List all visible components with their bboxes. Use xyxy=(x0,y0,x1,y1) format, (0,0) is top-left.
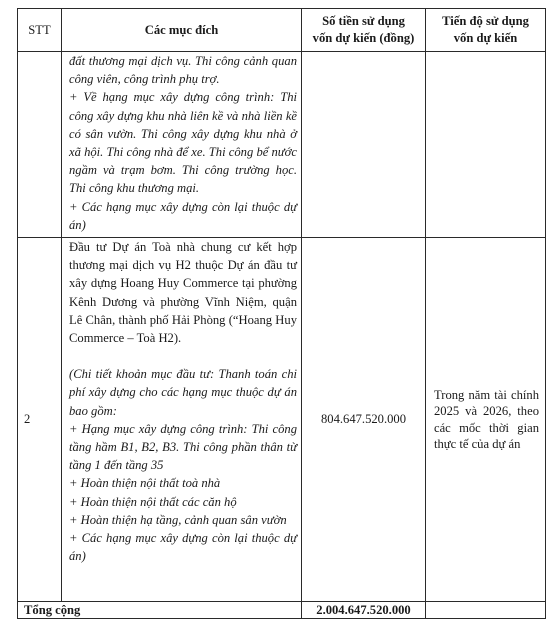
project-description: Đầu tư Dự án Toà nhà chung cư kết hợp thương mại dịch vụ H2 thuộc Dự án đầu tư xây dựng Hoang Huy Commerce tại phường Kênh Dương và phường Vĩnh Niệm, quận Lê Chân, thành phố Hải Phòng (“Hoang Huy Commerce – Toà H2). xyxy=(69,240,297,346)
stt-cell-empty xyxy=(18,52,62,238)
progress-text: Trong năm tài chính 2025 và 2026, theo các mốc thời gian thực tế của dự án xyxy=(434,387,539,451)
capital-use-table xyxy=(17,8,546,619)
detail-intro: (Chi tiết khoản mục đầu tư: Thanh toán chi phí xây dựng cho các hạng mục thuộc dự án bao gồm: xyxy=(69,367,297,418)
header-purpose: Các mục đích xyxy=(62,9,302,52)
header-progress xyxy=(426,9,546,52)
stt-cell: 2 xyxy=(18,238,62,602)
detail-item: + Hoàn thiện nội thất toà nhà xyxy=(69,476,221,491)
detail-item: + Hoàn thiện nội thất các căn hộ xyxy=(69,494,237,509)
total-progress-empty xyxy=(426,602,546,619)
total-label: Tổng cộng xyxy=(18,602,302,619)
purpose-line: đất thương mại dịch vụ. Thi công cảnh quan công viên, công trình phụ trợ. xyxy=(69,54,297,87)
amount-cell: 804.647.520.000 xyxy=(302,238,426,602)
header-amount-line1: Số tiền sử dụng xyxy=(322,14,405,28)
header-row xyxy=(18,9,546,52)
purpose-line: + Các hạng mục xây dựng còn lại thuộc dự án) xyxy=(69,199,297,232)
detail-item: + Hạng mục xây dựng công trình: Thi công tầng hầm B1, B2, B3. Thi công phần thân từ tầng 1 đến tầng 35 xyxy=(69,421,297,473)
spacer xyxy=(62,347,301,365)
table-row xyxy=(18,238,546,602)
purpose-cell xyxy=(62,238,302,602)
total-row xyxy=(18,602,546,619)
header-amount-line2: vốn dự kiến (đồng) xyxy=(312,31,415,45)
progress-cell xyxy=(426,238,546,602)
purpose-cell xyxy=(62,52,302,238)
header-progress-line1: Tiến độ sử dụng xyxy=(442,14,529,28)
total-amount: 2.004.647.520.000 xyxy=(302,602,426,619)
purpose-line: + Về hạng mục xây dựng công trình: Thi công xây dựng khu nhà liên kề và nhà liền kề có sân vườn. Thi công xây dựng khu nhà ở xã hội. Thi công nhà để xe. Thi công bể nước ngầm và trạm bơm. Thi công trường học. Thi công khu thương mại. xyxy=(69,90,297,196)
header-amount xyxy=(302,9,426,52)
header-progress-line2: vốn dự kiến xyxy=(453,31,518,45)
amount-cell-empty xyxy=(302,52,426,238)
table-row xyxy=(18,52,546,238)
detail-item: + Các hạng mục xây dựng còn lại thuộc dự án) xyxy=(69,531,297,564)
progress-cell-empty xyxy=(426,52,546,238)
header-stt: STT xyxy=(18,9,62,52)
detail-item: + Hoàn thiện hạ tầng, cảnh quan sân vườn xyxy=(69,512,287,527)
